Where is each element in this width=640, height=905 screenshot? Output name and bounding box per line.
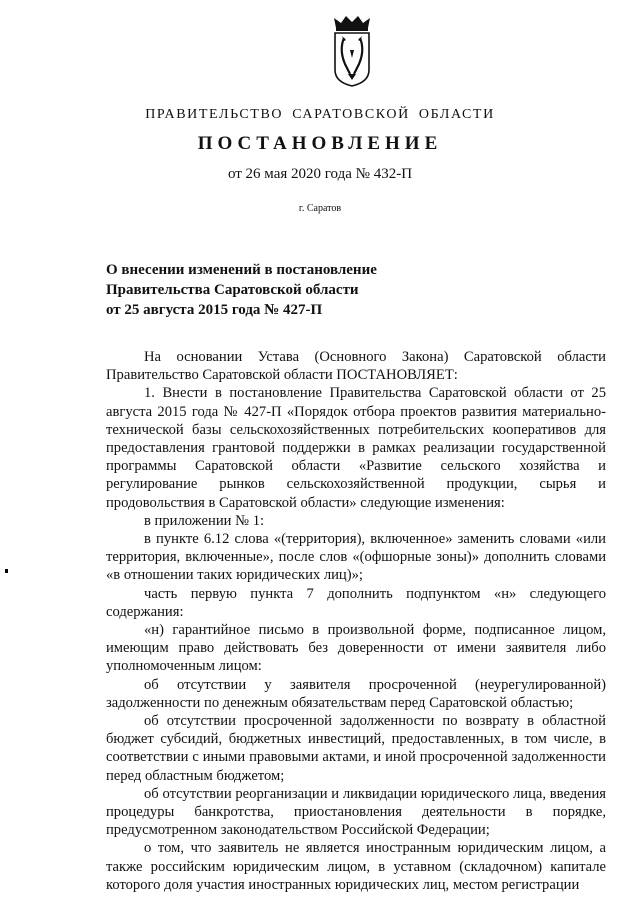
- heading-line: О внесении изменений в постановление: [106, 262, 377, 278]
- body-paragraph: 1. Внести в постановление Правительства Саратовской области от 25 августа 2015 года № 427-П «Порядок отбора проектов развития материально-технической базы сельскохозяйственных потребительских кооперативов для предоставления грантовой поддержки в рамках реализации государственной программы Саратовской области «Развитие сельского хозяйства и регулирование рынков сельскохозяйственной продукции, сырья и продовольствия в Саратовской области» следующие изменения:: [106, 385, 606, 511]
- saratov-coat-of-arms-icon: [330, 14, 374, 88]
- body-paragraph: в приложении № 1:: [144, 512, 265, 529]
- body-paragraph: «н) гарантийное письмо в произвольной форме, подписанное лицом, имеющим право действовать без доверенности от имени заявителя либо уполномоченным лицом:: [106, 622, 606, 675]
- document-body: [106, 348, 606, 894]
- body-paragraph: На основании Устава (Основного Закона) Саратовской области Правительство Саратовской области ПОСТАНОВЛЯЕТ:: [106, 349, 606, 384]
- body-paragraph: об отсутствии у заявителя просроченной (неурегулированной) задолженности по денежным обязательствам перед Саратовской областью;: [106, 676, 606, 711]
- document-date-number: от 26 мая 2020 года № 432-П: [227, 166, 413, 182]
- document-type: ПОСТАНОВЛЕНИЕ: [197, 133, 443, 154]
- document-city: г. Саратов: [298, 203, 342, 214]
- heading-line: Правительства Саратовской области: [106, 282, 359, 298]
- scan-mark: [5, 569, 8, 573]
- body-paragraph: в пункте 6.12 слова «(территория), включенное» заменить словами «или территория, включенные», после слов «(офшорные зоны)» дополнить словами «в отношении таких юридических лиц)»;: [106, 531, 606, 584]
- document-heading: [106, 260, 436, 320]
- body-paragraph: об отсутствии реорганизации и ликвидации юридического лица, введения процедуры банкротства, приостановления деятельности в порядке, предусмотренном законодательством Российской Федерации;: [106, 785, 606, 839]
- government-title: ПРАВИТЕЛЬСТВО САРАТОВСКОЙ ОБЛАСТИ: [145, 107, 495, 122]
- body-paragraph: о том, что заявитель не является иностранным юридическим лицом, а также российским юридическим лицом, в уставном (складочном) капитале которого доля участия иностранных юридических лиц, местом регистрации: [106, 840, 606, 893]
- heading-line: от 25 августа 2015 года № 427-П: [106, 302, 323, 318]
- body-paragraph: часть первую пункта 7 дополнить подпунктом «н» следующего содержания:: [106, 585, 606, 620]
- body-paragraph: об отсутствии просроченной задолженности по возврату в областной бюджет субсидий, бюджетных инвестиций, предоставленных, в том числе, в соответствии с иными правовыми актами, и иной просроченной задолженности перед областным бюджетом;: [106, 713, 606, 784]
